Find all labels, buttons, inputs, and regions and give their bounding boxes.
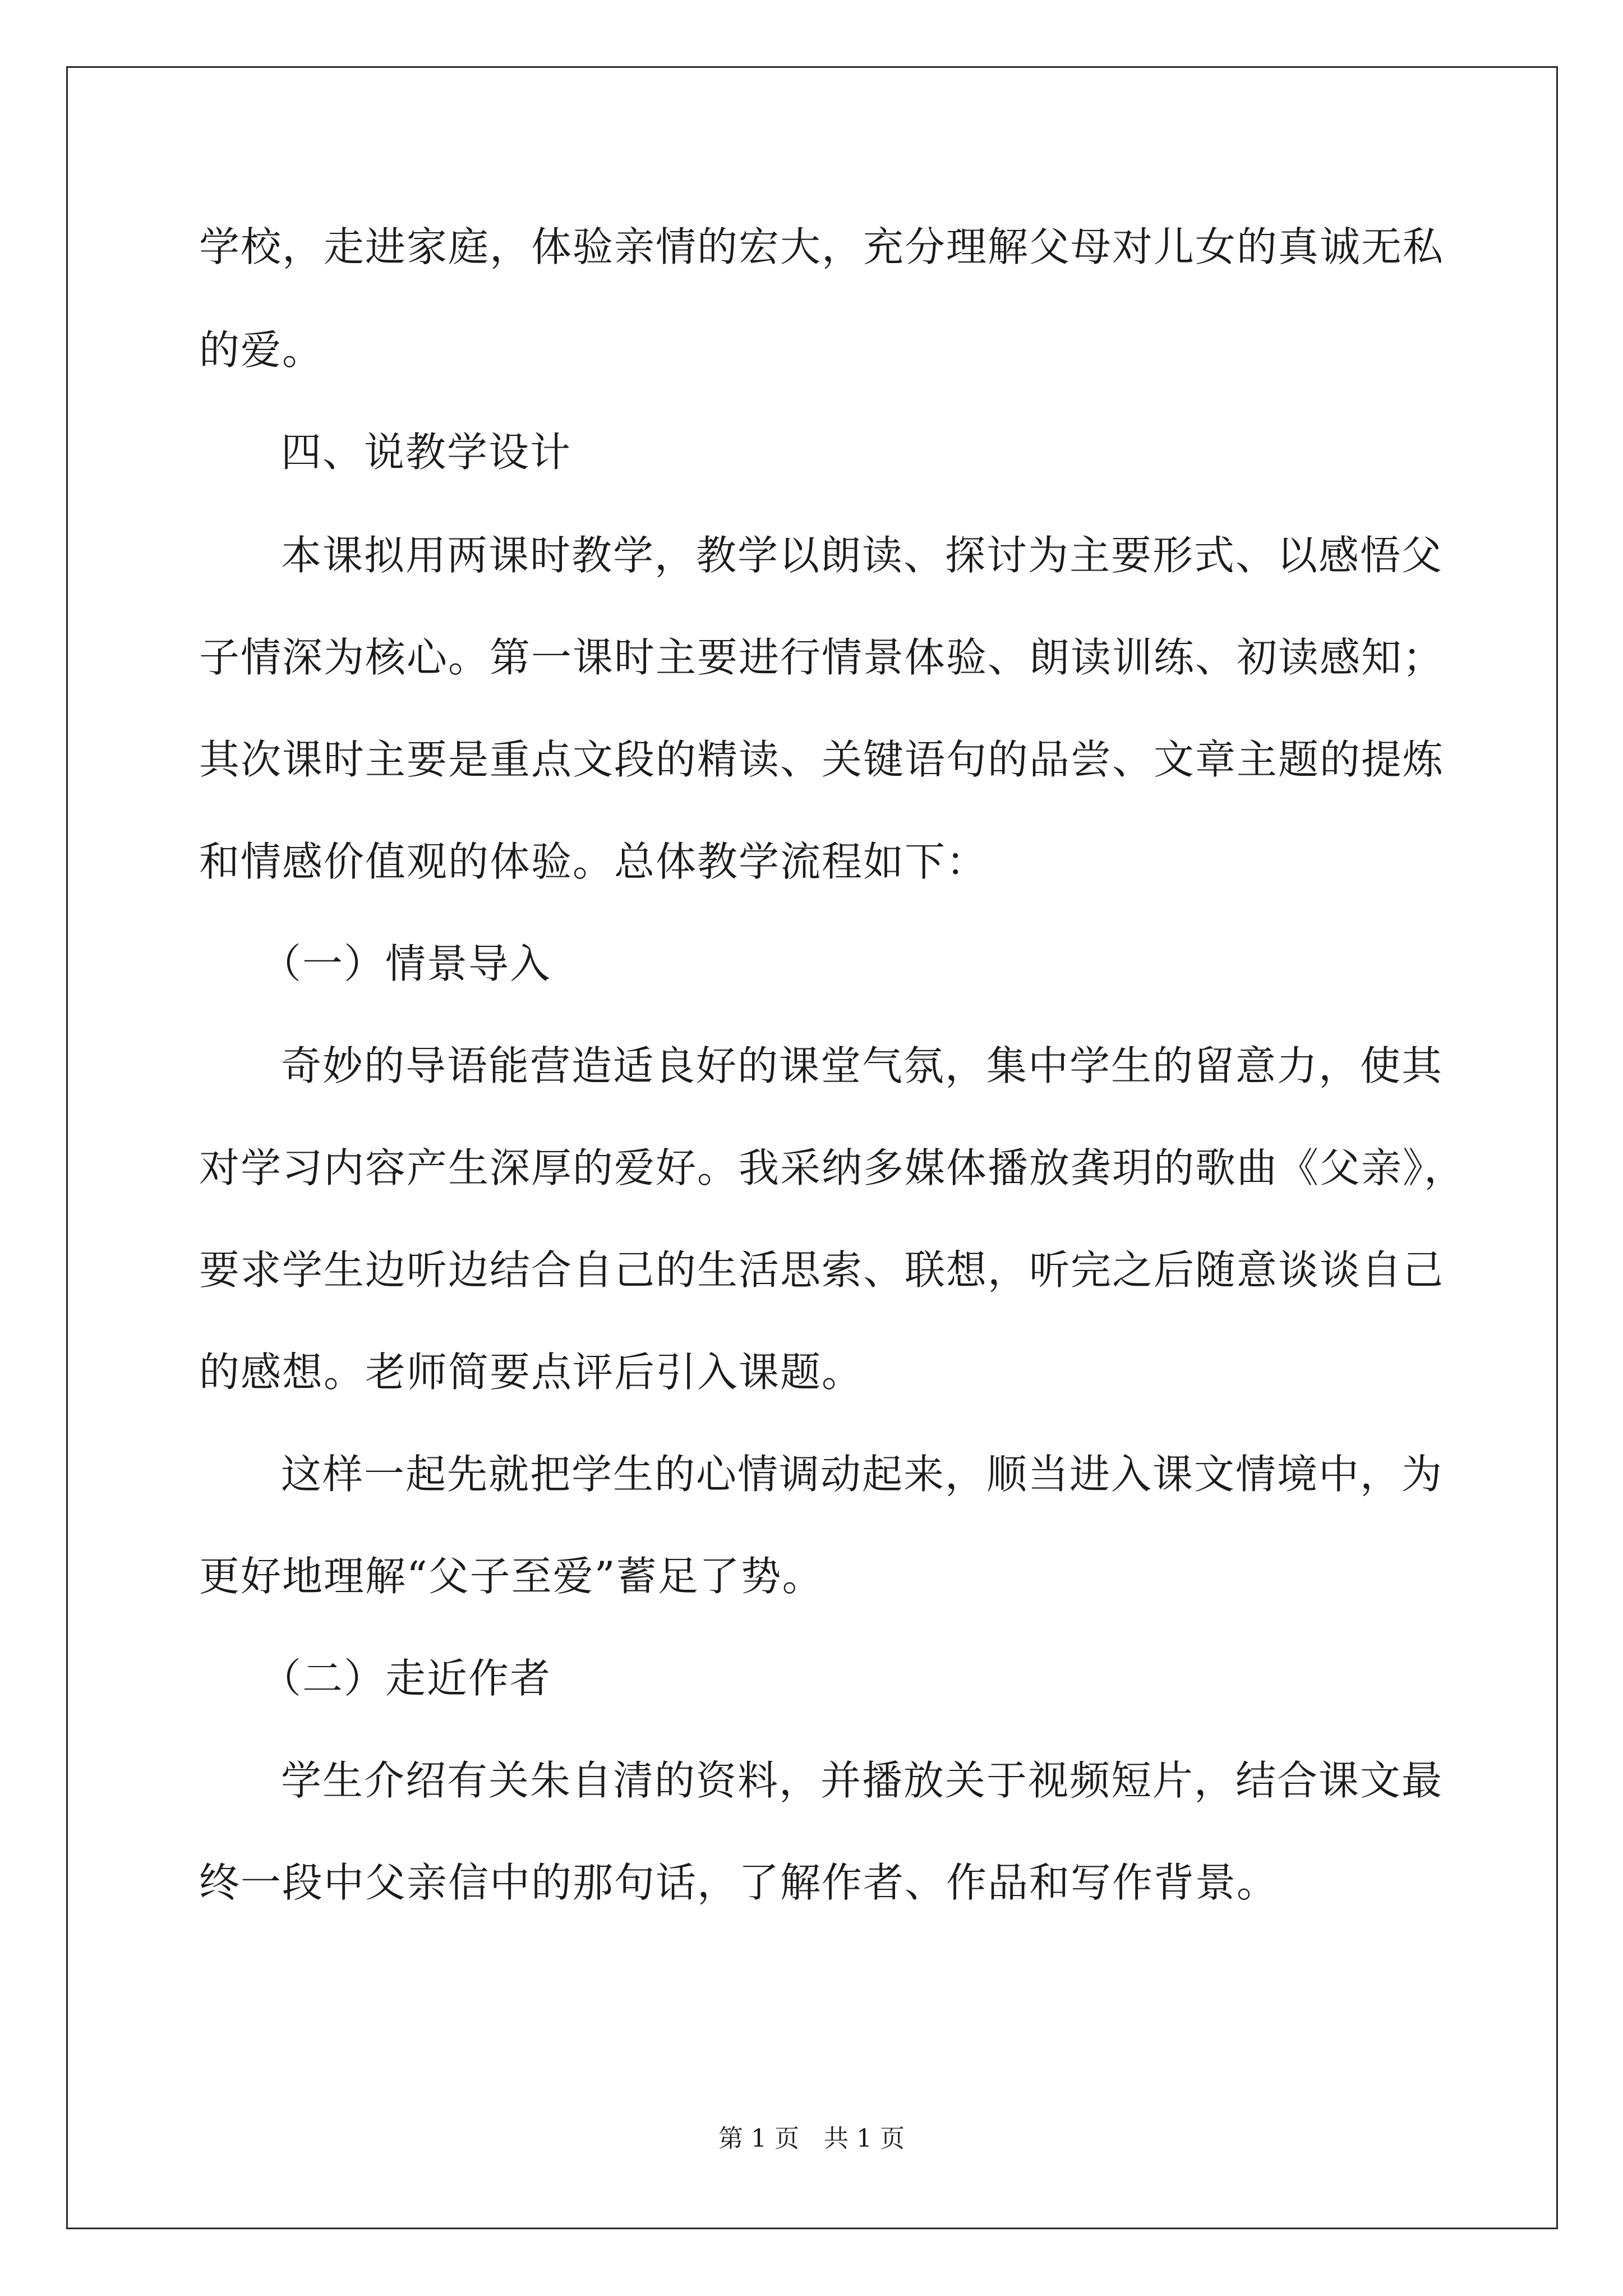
- text-line: 这样一起先就把学生的心情调动起来，顺当进入课文情境中，为: [281, 1451, 1444, 1498]
- text-line: 终一段中父亲信中的那句话，了解作者、作品和写作背景。: [199, 1859, 1279, 1906]
- section-heading: 四、说教学设计: [281, 429, 572, 476]
- text-line: 要求学生边听边结合自己的生活思索、联想，听完之后随意谈谈自己: [199, 1246, 1445, 1294]
- text-line: 奇妙的导语能营造适良好的课堂气氛，集中学生的留意力，使其: [281, 1042, 1444, 1089]
- text-line: 和情感价值观的体验。总体教学流程如下：: [199, 838, 988, 885]
- text-line: 本课拟用两课时教学，教学以朗读、探讨为主要形式、以感悟父: [281, 532, 1444, 579]
- page-footer: 第 1 页 共 1 页: [718, 2124, 905, 2153]
- text-line: 子情深为核心。第一课时主要进行情景体验、朗读训练、初读感知；: [199, 634, 1445, 681]
- text-line: 更好地理解“父子至爱”蓄足了势。: [199, 1553, 824, 1600]
- text-line: 学生介绍有关朱自清的资料，并播放关于视频短片，结合课文最: [281, 1757, 1444, 1804]
- text-line: 其次课时主要是重点文段的精读、关键语句的品尝、文章主题的提炼: [199, 736, 1445, 783]
- text-line: 对学习内容产生深厚的爱好。我采纳多媒体播放龚玥的歌曲《父亲》，: [199, 1144, 1466, 1191]
- text-line: 的爱。: [199, 326, 324, 374]
- subsection-heading: （一）情景导入: [261, 940, 552, 987]
- subsection-heading: （二）走近作者: [261, 1655, 552, 1702]
- text-line: 的感想。老师简要点评后引入课题。: [199, 1349, 864, 1396]
- text-line: 学校，走进家庭，体验亲情的宏大，充分理解父母对儿女的真诚无私: [199, 223, 1445, 270]
